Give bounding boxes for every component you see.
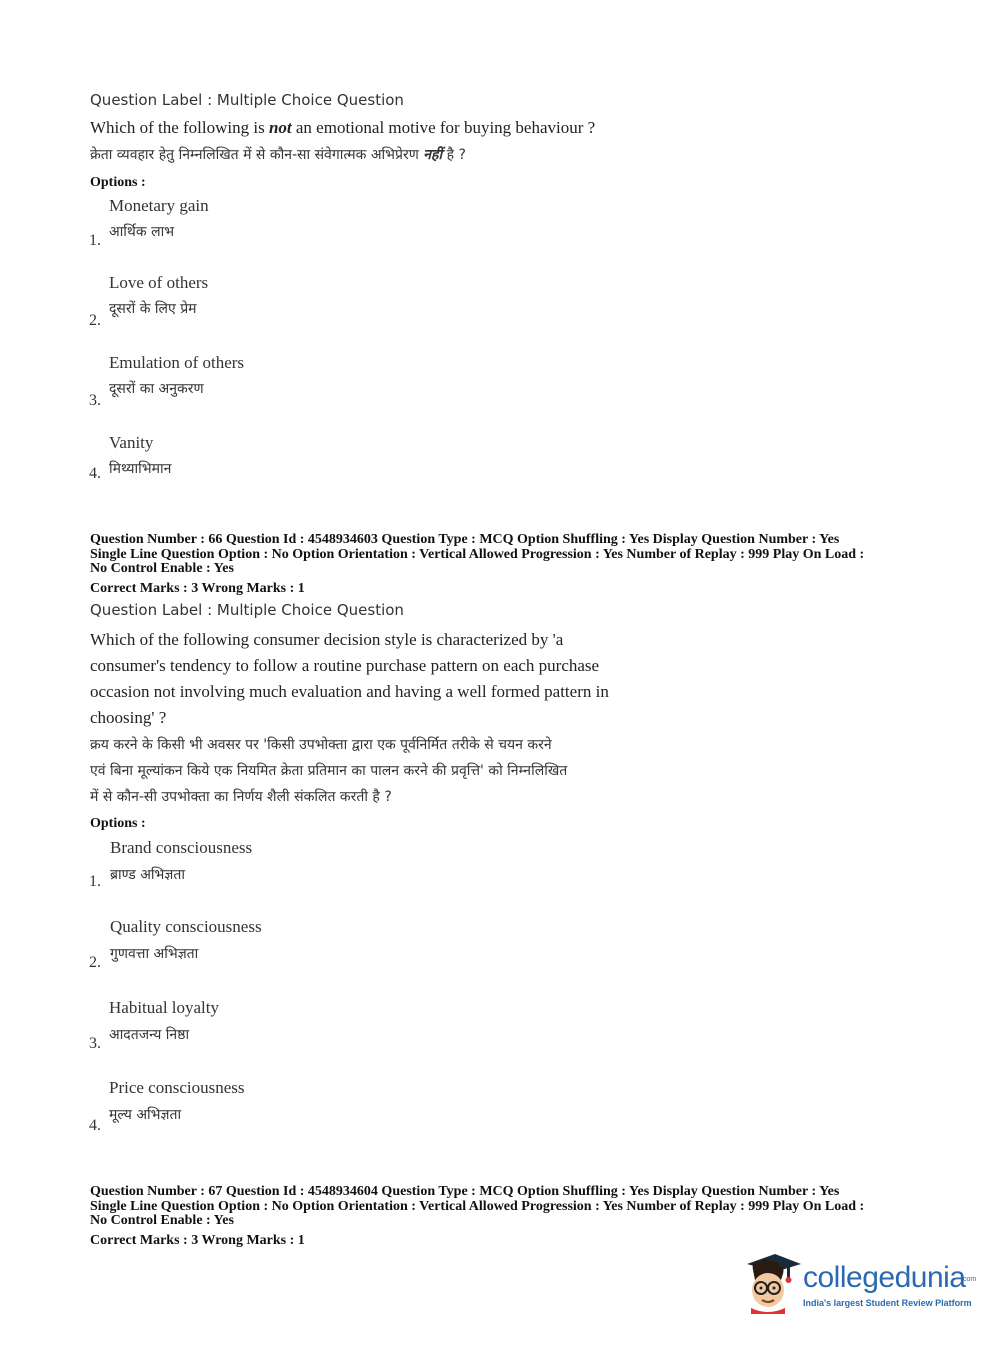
question-meta-line: No Control Enable : Yes — [90, 561, 234, 576]
question-text-part: an emotional motive for buying behaviour ? — [291, 118, 596, 137]
option-4-en: Price consciousness — [109, 1078, 245, 1097]
question-meta-line: Single Line Question Option : No Option Orientation : Vertical Allowed Progression : Yes Number of Replay : 999 Play On Load : — [90, 547, 865, 562]
option-1-number: 1. — [89, 873, 101, 890]
question-text-part: Which of the following is — [90, 118, 269, 137]
option-2-en: Love of others — [109, 273, 209, 292]
collegedunia-logo — [741, 1250, 981, 1320]
option-4-hi: मूल्य अभिज्ञता — [109, 1107, 182, 1123]
marks-line: Correct Marks : 3 Wrong Marks : 1 — [90, 1233, 305, 1248]
question-text-line: Which of the following consumer decision style is characterized by 'a — [90, 630, 564, 649]
question-text-line: में से कौन-सी उपभोक्ता का निर्णय शैली संकलित करती है ? — [90, 789, 392, 805]
marks-line: Correct Marks : 3 Wrong Marks : 1 — [90, 581, 305, 596]
question-meta-line: Single Line Question Option : No Option Orientation : Vertical Allowed Progression : Yes Number of Replay : 999 Play On Load : — [90, 1199, 865, 1214]
question-emphasis: नहीं — [423, 147, 443, 163]
option-3-number: 3. — [89, 1035, 101, 1052]
option-3-number: 3. — [89, 392, 101, 409]
option-1-hi: ब्राण्ड अभिज्ञता — [110, 867, 185, 883]
question-meta-line: Question Number : 67 Question Id : 4548934604 Question Type : MCQ Option Shuffling : Yes Display Question Number : Yes — [90, 1184, 840, 1199]
question-text-line: occasion not involving much evaluation and having a well formed pattern in — [90, 682, 609, 701]
option-2-number: 2. — [89, 954, 101, 971]
question-text-line: क्रय करने के किसी भी अवसर पर 'किसी उपभोक्ता द्वारा एक पूर्वनिर्मित तरीके से चयन करने — [90, 737, 552, 753]
option-4-hi: मिथ्याभिमान — [109, 461, 172, 477]
option-4-en: Vanity — [109, 433, 154, 452]
option-1-hi: आर्थिक लाभ — [109, 224, 175, 240]
logo-wordmark: collegedunia — [803, 1261, 966, 1294]
option-3-en: Emulation of others — [109, 353, 245, 372]
option-1-en: Monetary gain — [109, 196, 209, 215]
option-2-en: Quality consciousness — [110, 917, 262, 936]
question-label: Question Label : Multiple Choice Question — [90, 91, 404, 109]
option-3-hi: दूसरों का अनुकरण — [109, 381, 204, 397]
question-text-en — [90, 627, 695, 731]
question-text-part: है ? — [442, 147, 466, 163]
option-3-en: Habitual loyalty — [109, 998, 220, 1017]
logo-tagline: India's largest Student Review Platform — [803, 1298, 972, 1308]
question-text-line: एवं बिना मूल्यांकन किये एक नियमित क्रेता प्रतिमान का पालन करने की प्रवृत्ति' को निम्नलिखित — [90, 763, 568, 779]
question-text-part: क्रेता व्यवहार हेतु निम्नलिखित में से कौन-सा संवेगात्मक अभिप्रेरण — [90, 147, 424, 163]
options-heading: Options : — [90, 816, 146, 831]
option-1-number: 1. — [89, 232, 101, 249]
mascot-icon — [741, 1250, 803, 1314]
option-3-hi: आदतजन्य निष्ठा — [109, 1027, 190, 1043]
question-text-en — [90, 118, 595, 138]
question-text-hi — [90, 145, 466, 164]
question-meta-line: No Control Enable : Yes — [90, 1213, 234, 1228]
question-text-line: consumer's tendency to follow a routine purchase pattern on each purchase — [90, 656, 600, 675]
question-emphasis: not — [268, 118, 292, 137]
option-2-number: 2. — [89, 312, 101, 329]
options-heading: Options : — [90, 175, 146, 190]
option-4-number: 4. — [89, 465, 101, 482]
option-1-en: Brand consciousness — [110, 838, 253, 857]
option-2-hi: दूसरों के लिए प्रेम — [109, 301, 197, 317]
question-text-line: choosing' ? — [90, 708, 167, 727]
question-label: Question Label : Multiple Choice Question — [90, 601, 404, 619]
option-2-hi: गुणवत्ता अभिज्ञता — [110, 946, 199, 962]
logo-com: .com — [961, 1276, 977, 1283]
option-4-number: 4. — [89, 1117, 101, 1134]
question-meta-line: Question Number : 66 Question Id : 4548934603 Question Type : MCQ Option Shuffling : Yes Display Question Number : Yes — [90, 532, 840, 547]
question-text-hi — [90, 732, 695, 810]
